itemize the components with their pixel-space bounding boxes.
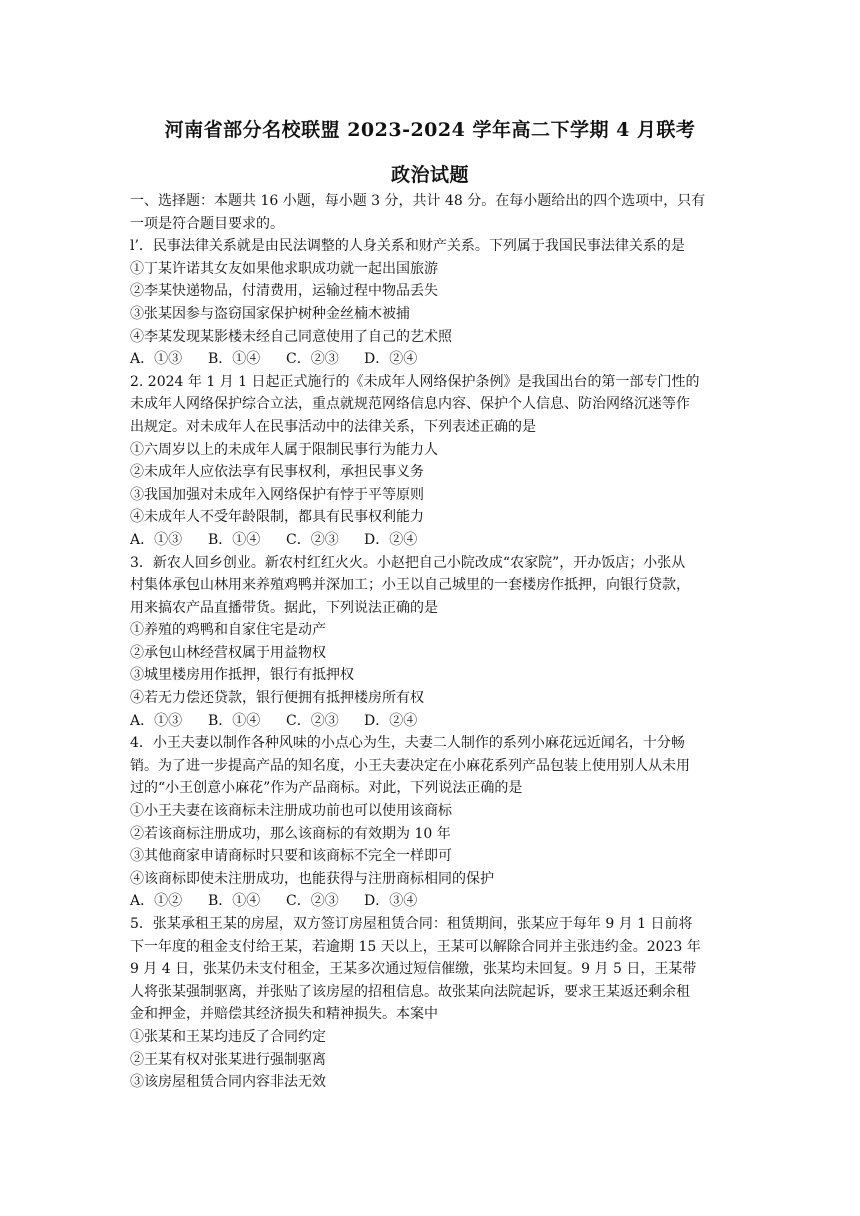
question-statement: ③我国加强对未成年入网络保护有悖于平等原则	[130, 486, 424, 503]
section-instructions: 一、选择题：本题共 16 小题，每小题 3 分，共计 48 分。在每小题给出的四个选项中，只有	[130, 193, 706, 209]
answer-options	[130, 529, 736, 552]
question-stem-line: 金和押金，并赔偿其经济损失和精神损失。本案中	[130, 1006, 438, 1023]
question-stem-line: 2. 2024 年 1 月 1 日起正式施行的《未成年人网络保护条例》是我国出台的第一部专门性的	[130, 373, 700, 390]
answer-option: D．②④	[364, 712, 418, 729]
question-statement: ②李某快递物品，付清费用，运输过程中物品丢失	[130, 283, 438, 300]
answer-options	[130, 348, 736, 371]
answer-options	[130, 710, 736, 733]
answer-option: C．②③	[286, 893, 339, 910]
question-block	[130, 552, 736, 733]
answer-option: C．②③	[286, 712, 339, 729]
question-stem-line: 4．小王夫妻以制作各种风味的小点心为生，夫妻二人制作的系列小麻花远近闻名，十分畅	[130, 735, 685, 752]
answer-option: D．②④	[364, 531, 418, 548]
question-statement: ④该商标即使未注册成功，也能获得与注册商标相同的保护	[130, 870, 494, 887]
answer-option: C．②③	[286, 531, 339, 548]
question-stem-line: 人将张某强制驱离，并张贴了该房屋的招租信息。故张某向法院起诉，要求王某返还剩余租	[130, 983, 690, 1000]
question-block	[130, 371, 736, 552]
answer-option: B．①④	[208, 531, 261, 548]
question-stem-line: 3．新农人回乡创业。新农村红红火火。小赵把自己小院改成“农家院”，开办饭店；小张从	[130, 554, 686, 571]
question-stem-line: 下一年度的租金支付给王某，若逾期 15 天以上，王某可以解除合同并主张违约金。2023 年	[130, 938, 701, 955]
answer-option: A．①②	[130, 893, 183, 910]
answer-option: C．②③	[286, 351, 339, 368]
question-stem-line: 销。为了进一步提高产品的知名度，小王夫妻决定在小麻花系列产品包装上使用别人从未用	[130, 757, 690, 774]
answer-option: B．①④	[208, 893, 261, 910]
question-stem-line: 9 月 4 日，张某仍未支付租金，王某多次通过短信催缴，张某均未回复。9 月 5 日，王某带	[130, 961, 697, 978]
question-stem-line: 5．张某承租王某的房屋，双方签订房屋租赁合同：租赁期间，张某应于每年 9 月 1 日前将	[130, 916, 693, 932]
exam-content	[130, 190, 736, 1094]
answer-option: D．②④	[364, 351, 418, 368]
question-statement: ①丁某许诺其女友如果他求职成功就一起出国旅游	[130, 260, 438, 277]
question-statement: ①养殖的鸡鸭和自家住宅是动产	[130, 622, 326, 639]
question-statement: ④若无力偿还贷款，银行便拥有抵押楼房所有权	[130, 690, 424, 707]
question-statement: ②未成年人应依法享有民事权利，承担民事义务	[130, 464, 424, 481]
answer-option: D．③④	[364, 893, 418, 910]
question-stem-line: 用来搞农产品直播带货。据此，下列说法正确的是	[130, 599, 438, 616]
question-statement: ②承包山林经营权属于用益物权	[130, 644, 326, 661]
question-stem-line: 未成年人网络保护综合立法，重点就规范网络信息内容、保护个人信息、防治网络沉迷等作	[130, 396, 690, 413]
question-stem-line: 过的“小王创意小麻花”作为产品商标。对此，下列说法正确的是	[130, 780, 523, 797]
page-subtitle: 政治试题	[390, 164, 469, 186]
question-statement: ②王某有权对张某进行强制驱离	[130, 1051, 326, 1068]
answer-option: A．①③	[130, 351, 183, 368]
question-statement: ③该房屋租赁合同内容非法无效	[130, 1074, 326, 1091]
section-instructions: 一项是符合题目要求的。	[130, 215, 284, 232]
question-list	[130, 235, 736, 1094]
question-stem-line: 村集体承包山林用来养殖鸡鸭并深加工；小王以自己城里的一套楼房作抵押，向银行贷款，	[130, 577, 690, 594]
question-statement: ①六周岁以上的未成年人属于限制民事行为能力人	[130, 441, 438, 458]
answer-option: A．①③	[130, 712, 183, 729]
question-statement: ④李某发现某影楼未经自己同意使用了自己的艺术照	[130, 328, 452, 345]
question-statement: ①张某和王某均违反了合同约定	[130, 1028, 326, 1045]
question-stem-line: 出规定。对未成年人在民事活动中的法律关系，下列表述正确的是	[130, 418, 536, 435]
answer-options	[130, 890, 736, 913]
page-title: 河南省部分名校联盟 2023-2024 学年高二下学期 4 月联考	[164, 119, 696, 141]
question-statement: ③张某因参与盗窃国家保护树种金丝楠木被捕	[130, 305, 410, 322]
question-statement: ④未成年人不受年龄限制，都具有民事权利能力	[130, 509, 424, 526]
answer-option: B．①④	[208, 712, 261, 729]
question-block	[130, 732, 736, 913]
answer-option: B．①④	[208, 351, 261, 368]
question-statement: ①小王夫妻在该商标未注册成功前也可以使用该商标	[130, 803, 452, 820]
question-statement: ③城里楼房用作抵押，银行有抵押权	[130, 667, 354, 684]
question-block	[130, 235, 736, 371]
answer-option: A．①③	[130, 531, 183, 548]
question-statement: ②若该商标注册成功，那么该商标的有效期为 10 年	[130, 825, 451, 842]
question-stem-line: l’．民事法律关系就是由民法调整的人身关系和财产关系。下列属于我国民事法律关系的是	[130, 238, 685, 255]
question-block	[130, 913, 736, 1094]
question-statement: ③其他商家申请商标时只要和该商标不完全一样即可	[130, 848, 452, 865]
